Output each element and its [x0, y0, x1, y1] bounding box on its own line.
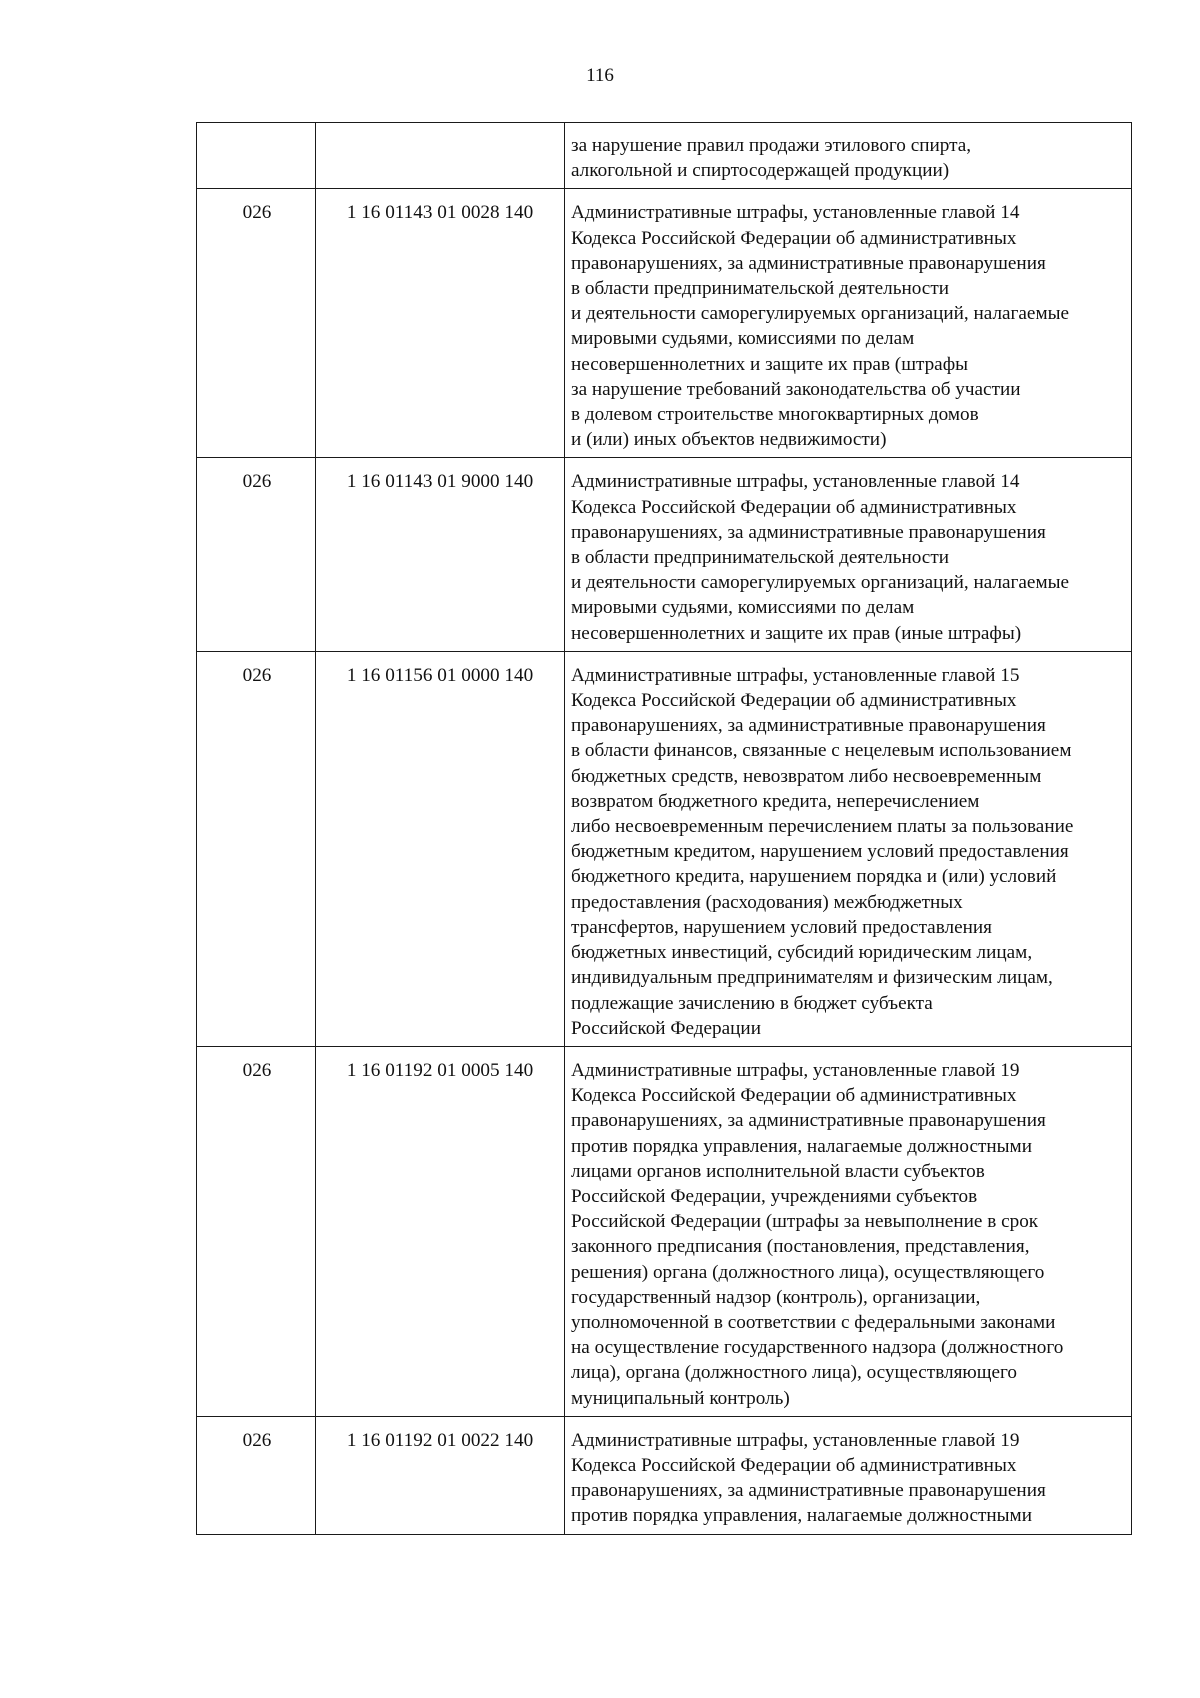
description-line: предоставления (расходования) межбюджетных: [571, 891, 963, 913]
description-line: за нарушение правил продажи этилового спирта,: [571, 135, 972, 156]
admin-code-cell: 026: [197, 651, 316, 1046]
description-line: за нарушение требований законодательства об участии: [571, 378, 1021, 400]
description-line: трансфертов, нарушением условий предоставления: [571, 916, 992, 938]
description-line: правонарушениях, за административные правонарушения: [571, 1480, 1046, 1502]
description-line: и (или) иных объектов недвижимости): [571, 429, 887, 451]
revenue-codes-table: [196, 122, 1132, 1535]
description-line: и деятельности саморегулируемых организаций, налагаемые: [571, 303, 1070, 325]
description-line: алкогольной и спиртосодержащей продукции): [571, 160, 950, 182]
table-row: [197, 651, 1132, 1046]
description-cell: [565, 1046, 1132, 1416]
description-line: Кодекса Российской Федерации об административных: [571, 690, 1017, 712]
description-line: индивидуальным предпринимателям и физическим лицам,: [571, 967, 1053, 989]
table-body: [197, 123, 1132, 1535]
description-line: несовершеннолетних и защите их прав (иные штрафы): [571, 622, 1022, 644]
description-line: против порядка управления, налагаемые должностными: [571, 1135, 1032, 1157]
description-line: либо несвоевременным перечислением платы за пользование: [571, 816, 1074, 838]
description-line: мировыми судьями, комиссиями по делам: [571, 597, 915, 619]
description-line: решения) органа (должностного лица), осуществляющего: [571, 1261, 1045, 1283]
budget-code-cell: 1 16 01156 01 0000 140: [316, 651, 565, 1046]
description-line: государственный надзор (контроль), организации,: [571, 1286, 981, 1308]
description-line: Кодекса Российской Федерации об административных: [571, 1085, 1017, 1107]
description-line: бюджетного кредита, нарушением порядка и (или) условий: [571, 866, 1057, 888]
table-row: [197, 1416, 1132, 1534]
description-line: Административные штрафы, установленные главой 19: [571, 1429, 1020, 1451]
description-line: бюджетным кредитом, нарушением условий предоставления: [571, 841, 1069, 863]
description-line: Российской Федерации: [571, 1017, 761, 1039]
budget-code-cell: [316, 123, 565, 189]
description-line: против порядка управления, налагаемые должностными: [571, 1505, 1032, 1527]
budget-code-cell: 1 16 01192 01 0005 140: [316, 1046, 565, 1416]
description-line: лицами органов исполнительной власти субъектов: [571, 1160, 985, 1182]
admin-code-cell: [197, 123, 316, 189]
admin-code-cell: 026: [197, 189, 316, 458]
description-line: и деятельности саморегулируемых организаций, налагаемые: [571, 572, 1070, 594]
table-row: [197, 123, 1132, 189]
description-cell: [565, 458, 1132, 651]
description-line: возвратом бюджетного кредита, неперечислением: [571, 790, 980, 812]
description-line: Российской Федерации, учреждениями субъектов: [571, 1185, 978, 1207]
description-line: лица), органа (должностного лица), осуществляющего: [571, 1362, 1018, 1384]
description-line: в области предпринимательской деятельности: [571, 547, 949, 569]
description-line: Кодекса Российской Федерации об административных: [571, 1454, 1017, 1476]
description-line: правонарушениях, за административные правонарушения: [571, 715, 1046, 737]
description-line: подлежащие зачислению в бюджет субъекта: [571, 992, 933, 1014]
description-cell: [565, 1416, 1132, 1534]
budget-code-cell: 1 16 01192 01 0022 140: [316, 1416, 565, 1534]
description-line: уполномоченной в соответствии с федеральными законами: [571, 1311, 1056, 1333]
description-line: бюджетных средств, невозвратом либо несвоевременным: [571, 765, 1042, 787]
description-line: бюджетных инвестиций, субсидий юридическим лицам,: [571, 942, 1033, 964]
description-cell: [565, 651, 1132, 1046]
description-line: в области финансов, связанные с нецелевым использованием: [571, 740, 1072, 762]
description-line: Административные штрафы, установленные главой 14: [571, 471, 1020, 493]
description-line: мировыми судьями, комиссиями по делам: [571, 328, 915, 350]
description-line: Кодекса Российской Федерации об административных: [571, 227, 1017, 249]
budget-code-cell: 1 16 01143 01 0028 140: [316, 189, 565, 458]
description-line: несовершеннолетних и защите их прав (штрафы: [571, 353, 969, 375]
description-line: муниципальный контроль): [571, 1387, 790, 1409]
table-row: [197, 189, 1132, 458]
admin-code-cell: 026: [197, 1046, 316, 1416]
description-cell: [565, 123, 1132, 189]
page-number: 116: [586, 65, 614, 86]
description-line: Административные штрафы, установленные главой 14: [571, 202, 1020, 224]
table-row: [197, 458, 1132, 651]
description-line: Административные штрафы, установленные главой 15: [571, 664, 1020, 686]
description-line: Административные штрафы, установленные главой 19: [571, 1059, 1020, 1081]
admin-code-cell: 026: [197, 1416, 316, 1534]
description-line: правонарушениях, за административные правонарушения: [571, 252, 1046, 274]
table-row: [197, 1046, 1132, 1416]
description-line: законного предписания (постановления, представления,: [571, 1236, 1030, 1258]
description-line: Кодекса Российской Федерации об административных: [571, 496, 1017, 518]
description-line: в долевом строительстве многоквартирных домов: [571, 404, 979, 426]
budget-code-cell: 1 16 01143 01 9000 140: [316, 458, 565, 651]
description-line: Российской Федерации (штрафы за невыполнение в срок: [571, 1211, 1039, 1233]
description-cell: [565, 189, 1132, 458]
description-line: на осуществление государственного надзора (должностного: [571, 1337, 1064, 1359]
admin-code-cell: 026: [197, 458, 316, 651]
description-line: в области предпринимательской деятельности: [571, 278, 949, 300]
description-line: правонарушениях, за административные правонарушения: [571, 1110, 1046, 1132]
description-line: правонарушениях, за административные правонарушения: [571, 521, 1046, 543]
